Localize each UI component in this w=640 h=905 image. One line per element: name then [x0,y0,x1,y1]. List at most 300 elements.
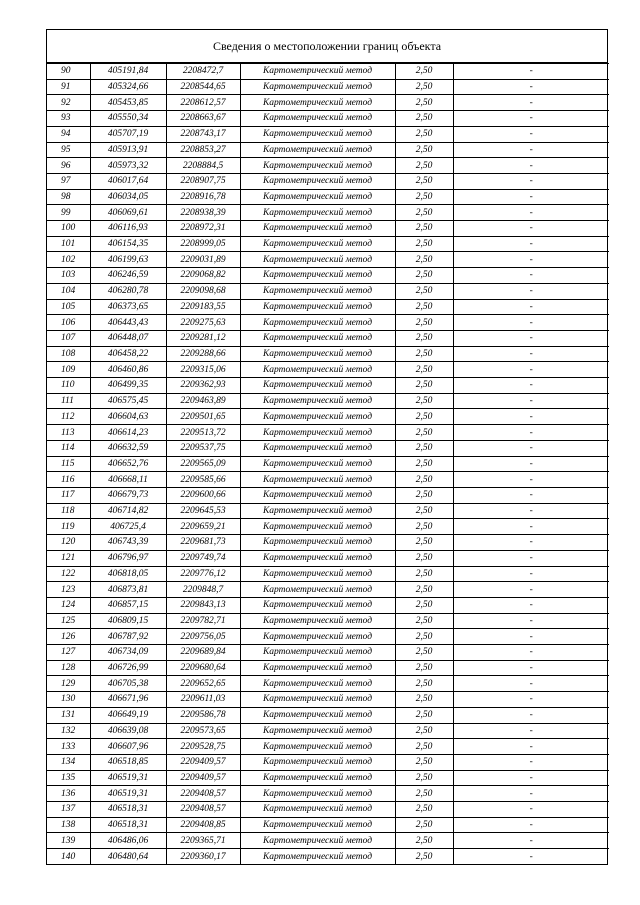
accuracy-cell: 2,50 [395,79,453,95]
point-number-cell: 129 [47,676,90,692]
y-coordinate-cell: 2209098,68 [166,283,240,299]
point-number-cell: 102 [47,252,90,268]
table-row [47,315,609,331]
point-number-cell: 115 [47,456,90,472]
x-coordinate-cell: 405191,84 [90,64,166,80]
method-cell: Картометрический метод [240,456,395,472]
table-row [47,205,609,221]
table-row [47,487,609,503]
method-cell: Картометрический метод [240,283,395,299]
point-number-cell: 94 [47,126,90,142]
x-coordinate-cell: 406458,22 [90,346,166,362]
description-cell: - [453,393,609,409]
point-number-cell: 95 [47,142,90,158]
method-cell: Картометрический метод [240,817,395,833]
x-coordinate-cell: 405550,34 [90,111,166,127]
description-cell: - [453,189,609,205]
table-row [47,817,609,833]
point-number-cell: 91 [47,79,90,95]
accuracy-cell: 2,50 [395,503,453,519]
y-coordinate-cell: 2209681,73 [166,535,240,551]
point-number-cell: 121 [47,550,90,566]
method-cell: Картометрический метод [240,487,395,503]
x-coordinate-cell: 406116,93 [90,221,166,237]
y-coordinate-cell: 2208907,75 [166,173,240,189]
y-coordinate-cell: 2208544,65 [166,79,240,95]
table-row [47,173,609,189]
x-coordinate-cell: 406246,59 [90,268,166,284]
y-coordinate-cell: 2209749,74 [166,550,240,566]
y-coordinate-cell: 2209528,75 [166,739,240,755]
description-cell: - [453,739,609,755]
point-number-cell: 126 [47,629,90,645]
y-coordinate-cell: 2208472,7 [166,64,240,80]
accuracy-cell: 2,50 [395,346,453,362]
method-cell: Картометрический метод [240,754,395,770]
method-cell: Картометрический метод [240,221,395,237]
method-cell: Картометрический метод [240,723,395,739]
y-coordinate-cell: 2209573,65 [166,723,240,739]
accuracy-cell: 2,50 [395,582,453,598]
y-coordinate-cell: 2209585,66 [166,472,240,488]
accuracy-cell: 2,50 [395,723,453,739]
point-number-cell: 124 [47,597,90,613]
method-cell: Картометрический метод [240,189,395,205]
table-row [47,330,609,346]
method-cell: Картометрический метод [240,315,395,331]
point-number-cell: 112 [47,409,90,425]
point-number-cell: 128 [47,660,90,676]
point-number-cell: 108 [47,346,90,362]
y-coordinate-cell: 2209843,13 [166,597,240,613]
description-cell: - [453,158,609,174]
description-cell: - [453,676,609,692]
accuracy-cell: 2,50 [395,221,453,237]
table-row [47,142,609,158]
point-number-cell: 118 [47,503,90,519]
point-number-cell: 133 [47,739,90,755]
point-number-cell: 101 [47,236,90,252]
y-coordinate-cell: 2208916,78 [166,189,240,205]
method-cell: Картометрический метод [240,629,395,645]
method-cell: Картометрический метод [240,833,395,849]
point-number-cell: 104 [47,283,90,299]
description-cell: - [453,472,609,488]
accuracy-cell: 2,50 [395,645,453,661]
table-row [47,221,609,237]
accuracy-cell: 2,50 [395,362,453,378]
y-coordinate-cell: 2209183,55 [166,299,240,315]
table-row [47,613,609,629]
x-coordinate-cell: 406519,31 [90,786,166,802]
x-coordinate-cell: 406639,08 [90,723,166,739]
description-cell: - [453,456,609,472]
method-cell: Картометрический метод [240,378,395,394]
y-coordinate-cell: 2208938,39 [166,205,240,221]
method-cell: Картометрический метод [240,802,395,818]
y-coordinate-cell: 2209611,03 [166,692,240,708]
point-number-cell: 137 [47,802,90,818]
x-coordinate-cell: 406714,82 [90,503,166,519]
x-coordinate-cell: 406668,11 [90,472,166,488]
method-cell: Картометрический метод [240,613,395,629]
x-coordinate-cell: 406725,4 [90,519,166,535]
x-coordinate-cell: 406480,64 [90,849,166,864]
x-coordinate-cell: 406486,06 [90,833,166,849]
x-coordinate-cell: 406726,99 [90,660,166,676]
description-cell: - [453,252,609,268]
description-cell: - [453,236,609,252]
method-cell: Картометрический метод [240,142,395,158]
accuracy-cell: 2,50 [395,409,453,425]
accuracy-cell: 2,50 [395,770,453,786]
point-number-cell: 98 [47,189,90,205]
point-number-cell: 123 [47,582,90,598]
table-row [47,95,609,111]
description-cell: - [453,817,609,833]
y-coordinate-cell: 2209513,72 [166,425,240,441]
accuracy-cell: 2,50 [395,692,453,708]
description-cell: - [453,440,609,456]
point-number-cell: 109 [47,362,90,378]
accuracy-cell: 2,50 [395,64,453,80]
x-coordinate-cell: 405453,85 [90,95,166,111]
description-cell: - [453,660,609,676]
method-cell: Картометрический метод [240,739,395,755]
table-row [47,393,609,409]
table-row [47,503,609,519]
x-coordinate-cell: 405707,19 [90,126,166,142]
table-row [47,754,609,770]
description-cell: - [453,503,609,519]
method-cell: Картометрический метод [240,299,395,315]
accuracy-cell: 2,50 [395,739,453,755]
method-cell: Картометрический метод [240,707,395,723]
accuracy-cell: 2,50 [395,487,453,503]
x-coordinate-cell: 406199,63 [90,252,166,268]
point-number-cell: 103 [47,268,90,284]
accuracy-cell: 2,50 [395,268,453,284]
table-row [47,770,609,786]
accuracy-cell: 2,50 [395,676,453,692]
method-cell: Картометрический метод [240,362,395,378]
point-number-cell: 97 [47,173,90,189]
y-coordinate-cell: 2209408,57 [166,802,240,818]
point-number-cell: 117 [47,487,90,503]
method-cell: Картометрический метод [240,236,395,252]
description-cell: - [453,409,609,425]
method-cell: Картометрический метод [240,95,395,111]
y-coordinate-cell: 2209689,84 [166,645,240,661]
description-cell: - [453,692,609,708]
point-number-cell: 132 [47,723,90,739]
y-coordinate-cell: 2209281,12 [166,330,240,346]
x-coordinate-cell: 406069,61 [90,205,166,221]
description-cell: - [453,487,609,503]
table-row [47,126,609,142]
accuracy-cell: 2,50 [395,393,453,409]
table-row [47,519,609,535]
accuracy-cell: 2,50 [395,173,453,189]
x-coordinate-cell: 406373,65 [90,299,166,315]
table-row [47,79,609,95]
description-cell: - [453,754,609,770]
x-coordinate-cell: 406652,76 [90,456,166,472]
accuracy-cell: 2,50 [395,456,453,472]
table-row [47,111,609,127]
method-cell: Картометрический метод [240,205,395,221]
accuracy-cell: 2,50 [395,378,453,394]
table-row [47,425,609,441]
method-cell: Картометрический метод [240,770,395,786]
accuracy-cell: 2,50 [395,833,453,849]
description-cell: - [453,802,609,818]
y-coordinate-cell: 2209275,63 [166,315,240,331]
table-row [47,833,609,849]
y-coordinate-cell: 2209362,93 [166,378,240,394]
description-cell: - [453,378,609,394]
description-cell: - [453,173,609,189]
method-cell: Картометрический метод [240,597,395,613]
description-cell: - [453,205,609,221]
x-coordinate-cell: 406857,15 [90,597,166,613]
y-coordinate-cell: 2209315,06 [166,362,240,378]
accuracy-cell: 2,50 [395,283,453,299]
table-row [47,676,609,692]
point-number-cell: 116 [47,472,90,488]
point-number-cell: 131 [47,707,90,723]
table-row [47,440,609,456]
description-cell: - [453,425,609,441]
method-cell: Картометрический метод [240,440,395,456]
table-row [47,692,609,708]
accuracy-cell: 2,50 [395,786,453,802]
description-cell: - [453,221,609,237]
x-coordinate-cell: 406280,78 [90,283,166,299]
point-number-cell: 119 [47,519,90,535]
accuracy-cell: 2,50 [395,519,453,535]
description-cell: - [453,707,609,723]
accuracy-cell: 2,50 [395,817,453,833]
description-cell: - [453,315,609,331]
coordinates-table-body [47,64,609,864]
table-row [47,739,609,755]
description-cell: - [453,597,609,613]
accuracy-cell: 2,50 [395,205,453,221]
method-cell: Картометрический метод [240,849,395,864]
method-cell: Картометрический метод [240,126,395,142]
x-coordinate-cell: 405973,32 [90,158,166,174]
accuracy-cell: 2,50 [395,158,453,174]
y-coordinate-cell: 2209360,17 [166,849,240,864]
method-cell: Картометрический метод [240,535,395,551]
table-row [47,299,609,315]
y-coordinate-cell: 2209537,75 [166,440,240,456]
x-coordinate-cell: 406671,96 [90,692,166,708]
point-number-cell: 111 [47,393,90,409]
method-cell: Картометрический метод [240,566,395,582]
description-cell: - [453,142,609,158]
x-coordinate-cell: 406743,39 [90,535,166,551]
method-cell: Картометрический метод [240,582,395,598]
accuracy-cell: 2,50 [395,707,453,723]
y-coordinate-cell: 2209586,78 [166,707,240,723]
x-coordinate-cell: 405913,91 [90,142,166,158]
accuracy-cell: 2,50 [395,330,453,346]
method-cell: Картометрический метод [240,64,395,80]
point-number-cell: 92 [47,95,90,111]
description-cell: - [453,582,609,598]
method-cell: Картометрический метод [240,173,395,189]
accuracy-cell: 2,50 [395,95,453,111]
table-row [47,346,609,362]
method-cell: Картометрический метод [240,79,395,95]
point-number-cell: 106 [47,315,90,331]
boundary-coordinates-sheet [46,29,608,865]
description-cell: - [453,849,609,864]
point-number-cell: 139 [47,833,90,849]
table-row [47,252,609,268]
point-number-cell: 90 [47,64,90,80]
table-row [47,64,609,80]
x-coordinate-cell: 406034,05 [90,189,166,205]
accuracy-cell: 2,50 [395,566,453,582]
table-row [47,582,609,598]
point-number-cell: 140 [47,849,90,864]
method-cell: Картометрический метод [240,550,395,566]
table-row [47,550,609,566]
y-coordinate-cell: 2209408,57 [166,786,240,802]
description-cell: - [453,330,609,346]
table-row [47,597,609,613]
description-cell: - [453,613,609,629]
table-row [47,236,609,252]
point-number-cell: 120 [47,535,90,551]
y-coordinate-cell: 2209652,65 [166,676,240,692]
y-coordinate-cell: 2209756,05 [166,629,240,645]
accuracy-cell: 2,50 [395,189,453,205]
x-coordinate-cell: 406607,96 [90,739,166,755]
description-cell: - [453,786,609,802]
method-cell: Картометрический метод [240,111,395,127]
accuracy-cell: 2,50 [395,629,453,645]
table-row [47,723,609,739]
x-coordinate-cell: 406460,86 [90,362,166,378]
x-coordinate-cell: 405324,66 [90,79,166,95]
y-coordinate-cell: 2208743,17 [166,126,240,142]
accuracy-cell: 2,50 [395,472,453,488]
x-coordinate-cell: 406519,31 [90,770,166,786]
y-coordinate-cell: 2209409,57 [166,754,240,770]
x-coordinate-cell: 406443,43 [90,315,166,331]
description-cell: - [453,79,609,95]
y-coordinate-cell: 2209645,53 [166,503,240,519]
table-row [47,535,609,551]
description-cell: - [453,723,609,739]
table-row [47,456,609,472]
x-coordinate-cell: 406518,31 [90,817,166,833]
method-cell: Картометрический метод [240,252,395,268]
accuracy-cell: 2,50 [395,315,453,331]
table-row [47,566,609,582]
x-coordinate-cell: 406154,35 [90,236,166,252]
x-coordinate-cell: 406575,45 [90,393,166,409]
point-number-cell: 110 [47,378,90,394]
y-coordinate-cell: 2208663,67 [166,111,240,127]
table-row [47,189,609,205]
table-row [47,645,609,661]
accuracy-cell: 2,50 [395,597,453,613]
y-coordinate-cell: 2209600,66 [166,487,240,503]
description-cell: - [453,64,609,80]
description-cell: - [453,346,609,362]
method-cell: Картометрический метод [240,645,395,661]
description-cell: - [453,550,609,566]
point-number-cell: 105 [47,299,90,315]
x-coordinate-cell: 406796,97 [90,550,166,566]
y-coordinate-cell: 2209408,85 [166,817,240,833]
point-number-cell: 134 [47,754,90,770]
method-cell: Картометрический метод [240,409,395,425]
accuracy-cell: 2,50 [395,252,453,268]
table-row [47,409,609,425]
section-title: Сведения о местоположении границ объекта [47,30,607,63]
y-coordinate-cell: 2209565,09 [166,456,240,472]
description-cell: - [453,566,609,582]
accuracy-cell: 2,50 [395,535,453,551]
x-coordinate-cell: 406448,07 [90,330,166,346]
accuracy-cell: 2,50 [395,802,453,818]
accuracy-cell: 2,50 [395,111,453,127]
description-cell: - [453,95,609,111]
x-coordinate-cell: 406632,59 [90,440,166,456]
point-number-cell: 93 [47,111,90,127]
description-cell: - [453,126,609,142]
y-coordinate-cell: 2208612,57 [166,95,240,111]
y-coordinate-cell: 2208884,5 [166,158,240,174]
description-cell: - [453,519,609,535]
y-coordinate-cell: 2209848,7 [166,582,240,598]
table-row [47,707,609,723]
x-coordinate-cell: 406518,85 [90,754,166,770]
point-number-cell: 113 [47,425,90,441]
table-row [47,802,609,818]
table-row [47,158,609,174]
accuracy-cell: 2,50 [395,754,453,770]
accuracy-cell: 2,50 [395,660,453,676]
table-row [47,268,609,284]
y-coordinate-cell: 2209288,66 [166,346,240,362]
accuracy-cell: 2,50 [395,425,453,441]
point-number-cell: 114 [47,440,90,456]
y-coordinate-cell: 2209365,71 [166,833,240,849]
method-cell: Картометрический метод [240,472,395,488]
description-cell: - [453,299,609,315]
method-cell: Картометрический метод [240,268,395,284]
method-cell: Картометрический метод [240,503,395,519]
method-cell: Картометрический метод [240,330,395,346]
x-coordinate-cell: 406499,35 [90,378,166,394]
description-cell: - [453,629,609,645]
y-coordinate-cell: 2208972,31 [166,221,240,237]
method-cell: Картометрический метод [240,692,395,708]
method-cell: Картометрический метод [240,660,395,676]
y-coordinate-cell: 2208853,27 [166,142,240,158]
point-number-cell: 127 [47,645,90,661]
accuracy-cell: 2,50 [395,126,453,142]
point-number-cell: 100 [47,221,90,237]
y-coordinate-cell: 2209409,57 [166,770,240,786]
